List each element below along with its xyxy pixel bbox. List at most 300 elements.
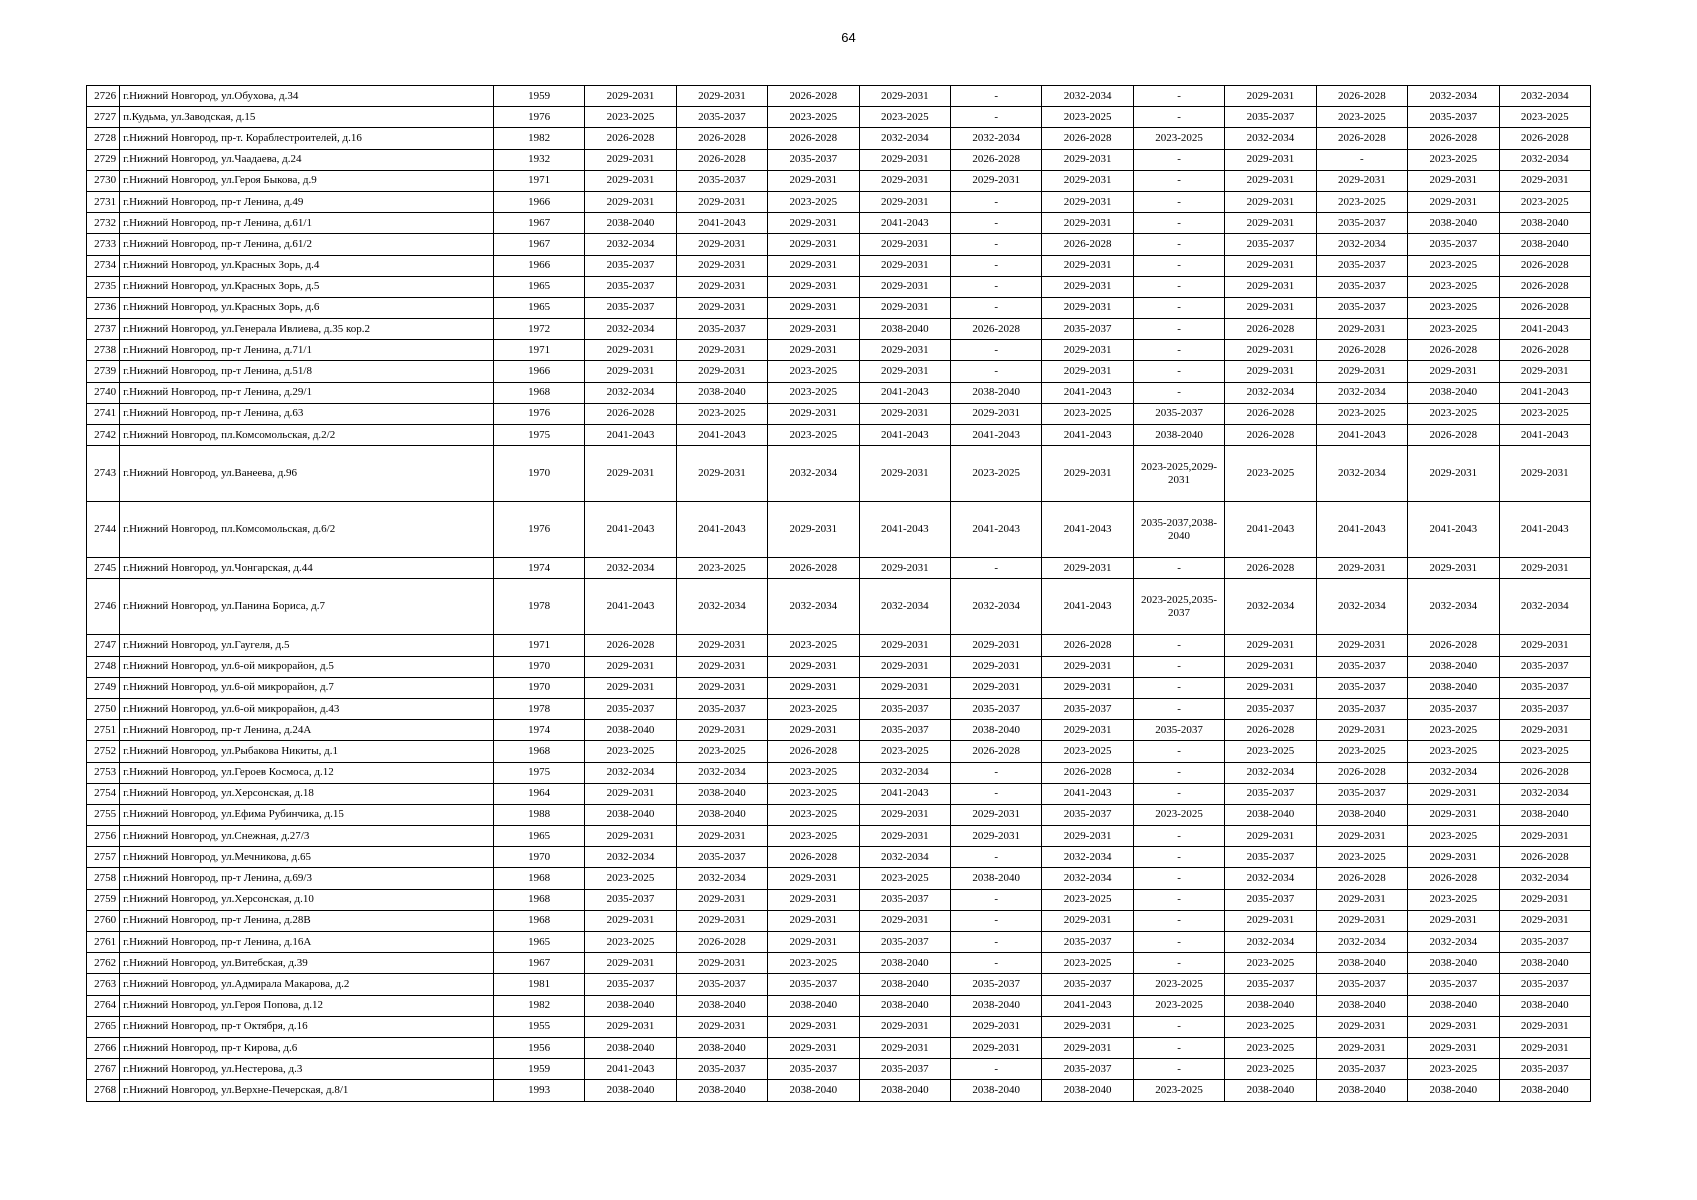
period-cell: 2023-2025 [1225, 1016, 1316, 1037]
row-number-cell: 2757 [87, 847, 120, 868]
table-row [87, 107, 1591, 128]
period-cell: 2023-2025 [1042, 889, 1133, 910]
year-cell: 1970 [493, 847, 584, 868]
table-row [87, 804, 1591, 825]
period-cell: 2023-2025 [768, 191, 859, 212]
year-cell: 1976 [493, 403, 584, 424]
period-cell: 2029-2031 [676, 191, 767, 212]
row-number-cell: 2731 [87, 191, 120, 212]
period-cell: 2026-2028 [676, 128, 767, 149]
address-cell: г.Нижний Новгород, пр-т Ленина, д.16А [120, 932, 494, 953]
period-cell: 2029-2031 [768, 656, 859, 677]
period-cell: 2023-2025 [1042, 107, 1133, 128]
period-cell: 2026-2028 [1499, 340, 1590, 361]
period-cell: 2038-2040 [1225, 1080, 1316, 1101]
year-cell: 1981 [493, 974, 584, 995]
period-cell: 2029-2031 [676, 446, 767, 502]
period-cell: - [950, 340, 1041, 361]
period-cell: 2026-2028 [1316, 868, 1407, 889]
period-cell: 2023-2025 [1499, 191, 1590, 212]
period-cell: 2035-2037 [1133, 403, 1224, 424]
period-cell: 2032-2034 [676, 762, 767, 783]
period-cell: 2041-2043 [585, 579, 676, 635]
period-cell: 2029-2031 [1499, 826, 1590, 847]
period-cell: 2038-2040 [1408, 1080, 1499, 1101]
period-cell: 2041-2043 [1042, 783, 1133, 804]
year-cell: 1974 [493, 720, 584, 741]
period-cell: 2023-2025 [1499, 107, 1590, 128]
period-cell: 2023-2025 [1408, 720, 1499, 741]
year-cell: 1959 [493, 86, 584, 107]
period-cell: 2041-2043 [676, 425, 767, 446]
period-cell: 2035-2037 [1042, 974, 1133, 995]
period-cell: 2029-2031 [859, 826, 950, 847]
period-cell: 2032-2034 [950, 128, 1041, 149]
period-cell: 2023-2025 [768, 804, 859, 825]
period-cell: 2029-2031 [1042, 558, 1133, 579]
table-row [87, 128, 1591, 149]
period-cell: 2026-2028 [1225, 425, 1316, 446]
period-cell: - [950, 889, 1041, 910]
period-cell: 2038-2040 [1133, 425, 1224, 446]
period-cell: 2029-2031 [1225, 361, 1316, 382]
year-cell: 1968 [493, 382, 584, 403]
table-row [87, 558, 1591, 579]
period-cell: 2029-2031 [1408, 783, 1499, 804]
period-cell: 2038-2040 [676, 995, 767, 1016]
period-cell: 2029-2031 [1316, 319, 1407, 340]
period-cell: 2038-2040 [859, 319, 950, 340]
period-cell: 2032-2034 [1499, 149, 1590, 170]
table-row [87, 276, 1591, 297]
period-cell: 2032-2034 [1042, 868, 1133, 889]
row-number-cell: 2737 [87, 319, 120, 340]
period-cell: 2026-2028 [1042, 234, 1133, 255]
row-number-cell: 2728 [87, 128, 120, 149]
year-cell: 1967 [493, 234, 584, 255]
period-cell: 2032-2034 [1316, 579, 1407, 635]
period-cell: 2023-2025 [768, 107, 859, 128]
period-cell: 2029-2031 [1408, 1016, 1499, 1037]
table-body [87, 86, 1591, 1102]
period-cell: 2035-2037 [1225, 847, 1316, 868]
period-cell: 2029-2031 [768, 720, 859, 741]
period-cell: 2026-2028 [1042, 635, 1133, 656]
period-cell: 2035-2037,2038-2040 [1133, 502, 1224, 558]
period-cell: 2029-2031 [676, 255, 767, 276]
period-cell: - [1133, 1016, 1224, 1037]
period-cell: 2029-2031 [1042, 191, 1133, 212]
period-cell: 2035-2037 [1499, 677, 1590, 698]
year-cell: 1978 [493, 579, 584, 635]
period-cell: 2032-2034 [1499, 579, 1590, 635]
period-cell: 2026-2028 [1408, 128, 1499, 149]
period-cell: 2029-2031 [859, 255, 950, 276]
period-cell: 2029-2031 [859, 1016, 950, 1037]
period-cell: 2029-2031 [676, 720, 767, 741]
period-cell: 2023-2025 [1408, 889, 1499, 910]
period-cell: 2035-2037 [859, 1059, 950, 1080]
period-cell: 2035-2037 [1499, 974, 1590, 995]
table-row [87, 1080, 1591, 1101]
period-cell: 2038-2040 [1042, 1080, 1133, 1101]
period-cell: 2029-2031 [859, 446, 950, 502]
row-number-cell: 2767 [87, 1059, 120, 1080]
period-cell: 2041-2043 [950, 425, 1041, 446]
period-cell: 2032-2034 [585, 234, 676, 255]
period-cell: 2029-2031 [859, 910, 950, 931]
address-cell: г.Нижний Новгород, ул.Красных Зорь, д.4 [120, 255, 494, 276]
year-cell: 1971 [493, 340, 584, 361]
period-cell: 2038-2040 [585, 213, 676, 234]
period-cell: 2029-2031 [1499, 720, 1590, 741]
period-cell: 2038-2040 [768, 1080, 859, 1101]
period-cell: 2041-2043 [1042, 502, 1133, 558]
period-cell: 2029-2031 [1042, 720, 1133, 741]
period-cell: 2026-2028 [1042, 762, 1133, 783]
row-number-cell: 2768 [87, 1080, 120, 1101]
period-cell: 2032-2034 [1225, 932, 1316, 953]
row-number-cell: 2760 [87, 910, 120, 931]
period-cell: 2035-2037 [859, 932, 950, 953]
year-cell: 1959 [493, 1059, 584, 1080]
period-cell: 2035-2037 [1042, 698, 1133, 719]
year-cell: 1982 [493, 995, 584, 1016]
period-cell: 2023-2025 [676, 741, 767, 762]
table-row [87, 149, 1591, 170]
period-cell: 2023-2025 [859, 741, 950, 762]
period-cell: 2035-2037 [950, 698, 1041, 719]
period-cell: 2032-2034 [1042, 86, 1133, 107]
row-number-cell: 2750 [87, 698, 120, 719]
period-cell: 2029-2031 [1042, 826, 1133, 847]
period-cell: 2026-2028 [1225, 558, 1316, 579]
address-cell: г.Нижний Новгород, пр-т Ленина, д.24А [120, 720, 494, 741]
period-cell: 2035-2037 [585, 974, 676, 995]
period-cell: 2035-2037 [676, 107, 767, 128]
table-row [87, 213, 1591, 234]
period-cell: - [1133, 213, 1224, 234]
period-cell: 2023-2025 [1408, 319, 1499, 340]
period-cell: 2029-2031 [950, 677, 1041, 698]
period-cell: 2038-2040 [1408, 953, 1499, 974]
period-cell: 2029-2031 [859, 804, 950, 825]
row-number-cell: 2755 [87, 804, 120, 825]
period-cell: 2029-2031 [768, 677, 859, 698]
table-row [87, 191, 1591, 212]
period-cell: - [950, 255, 1041, 276]
period-cell: 2029-2031 [768, 234, 859, 255]
period-cell: 2038-2040 [1499, 995, 1590, 1016]
year-cell: 1965 [493, 932, 584, 953]
address-cell: г.Нижний Новгород, ул.Героя Быкова, д.9 [120, 170, 494, 191]
period-cell: 2026-2028 [1316, 86, 1407, 107]
period-cell: - [950, 847, 1041, 868]
period-cell: 2029-2031 [768, 403, 859, 424]
period-cell: 2032-2034 [768, 446, 859, 502]
period-cell: 2041-2043 [1225, 502, 1316, 558]
period-cell: 2038-2040 [585, 995, 676, 1016]
period-cell: 2029-2031 [1225, 191, 1316, 212]
table-row [87, 974, 1591, 995]
period-cell: 2038-2040 [859, 995, 950, 1016]
period-cell: 2035-2037 [585, 698, 676, 719]
period-cell: 2023-2025 [1316, 403, 1407, 424]
period-cell: 2023-2025 [768, 425, 859, 446]
period-cell: 2038-2040 [1408, 382, 1499, 403]
period-cell: 2029-2031 [1408, 446, 1499, 502]
period-cell: - [950, 276, 1041, 297]
row-number-cell: 2763 [87, 974, 120, 995]
period-cell: 2035-2037 [1499, 698, 1590, 719]
year-cell: 1974 [493, 558, 584, 579]
period-cell: 2026-2028 [1225, 720, 1316, 741]
period-cell: - [1133, 677, 1224, 698]
table-row [87, 1059, 1591, 1080]
address-cell: г.Нижний Новгород, пр-т Ленина, д.63 [120, 403, 494, 424]
period-cell: 2035-2037 [1316, 974, 1407, 995]
period-cell: 2029-2031 [1408, 170, 1499, 191]
period-cell: 2041-2043 [859, 502, 950, 558]
period-cell: 2026-2028 [1408, 340, 1499, 361]
period-cell: 2023-2025 [859, 107, 950, 128]
year-cell: 1964 [493, 783, 584, 804]
year-cell: 1966 [493, 191, 584, 212]
period-cell: 2029-2031 [768, 213, 859, 234]
period-cell: 2023-2025 [1042, 741, 1133, 762]
period-cell: 2029-2031 [1042, 910, 1133, 931]
period-cell: 2023-2025 [768, 762, 859, 783]
period-cell: 2026-2028 [1499, 128, 1590, 149]
period-cell: 2032-2034 [1316, 446, 1407, 502]
period-cell: 2038-2040 [1499, 953, 1590, 974]
period-cell: 2023-2025 [1042, 953, 1133, 974]
period-cell: 2029-2031 [859, 191, 950, 212]
table-row [87, 1037, 1591, 1058]
period-cell: 2023-2025 [1042, 403, 1133, 424]
address-cell: г.Нижний Новгород, ул.Красных Зорь, д.6 [120, 297, 494, 318]
period-cell: 2023-2025 [859, 868, 950, 889]
year-cell: 1955 [493, 1016, 584, 1037]
period-cell: 2023-2025 [1408, 741, 1499, 762]
period-cell: 2023-2025 [1133, 804, 1224, 825]
period-cell: 2041-2043 [585, 502, 676, 558]
period-cell: 2029-2031 [950, 804, 1041, 825]
period-cell: - [1133, 319, 1224, 340]
row-number-cell: 2726 [87, 86, 120, 107]
period-cell: 2035-2037 [1225, 107, 1316, 128]
period-cell: - [950, 234, 1041, 255]
period-cell: - [950, 213, 1041, 234]
address-cell: г.Нижний Новгород, ул.Верхне-Печерская, д.8/1 [120, 1080, 494, 1101]
period-cell: 2038-2040 [950, 382, 1041, 403]
year-cell: 1967 [493, 213, 584, 234]
row-number-cell: 2761 [87, 932, 120, 953]
address-cell: г.Нижний Новгород, пл.Комсомольская, д.6/2 [120, 502, 494, 558]
period-cell: 2023-2025 [1133, 128, 1224, 149]
period-cell: 2032-2034 [585, 382, 676, 403]
period-cell: 2035-2037 [1408, 698, 1499, 719]
period-cell: 2029-2031 [676, 340, 767, 361]
period-cell: 2023-2025 [768, 698, 859, 719]
period-cell: 2026-2028 [585, 128, 676, 149]
period-cell: - [1133, 698, 1224, 719]
period-cell: 2029-2031 [768, 1037, 859, 1058]
period-cell: 2035-2037 [676, 847, 767, 868]
period-cell: 2023-2025 [1225, 1059, 1316, 1080]
period-cell: - [950, 361, 1041, 382]
period-cell: 2023-2025 [768, 783, 859, 804]
period-cell: 2026-2028 [676, 932, 767, 953]
period-cell: 2029-2031 [1042, 446, 1133, 502]
period-cell: 2029-2031 [1042, 340, 1133, 361]
year-cell: 1988 [493, 804, 584, 825]
address-cell: г.Нижний Новгород, ул.Чаадаева, д.24 [120, 149, 494, 170]
table-row [87, 255, 1591, 276]
period-cell: 2038-2040 [1499, 213, 1590, 234]
table-row [87, 234, 1591, 255]
period-cell: 2035-2037 [1499, 656, 1590, 677]
period-cell: - [950, 1059, 1041, 1080]
period-cell: 2032-2034 [1408, 86, 1499, 107]
period-cell: 2029-2031 [1316, 720, 1407, 741]
period-cell: 2023-2025 [768, 361, 859, 382]
period-cell: 2032-2034 [1225, 579, 1316, 635]
period-cell: 2038-2040 [859, 974, 950, 995]
period-cell: - [1133, 656, 1224, 677]
table-row [87, 1016, 1591, 1037]
period-cell: 2041-2043 [1316, 425, 1407, 446]
year-cell: 1972 [493, 319, 584, 340]
period-cell: 2029-2031 [585, 340, 676, 361]
row-number-cell: 2748 [87, 656, 120, 677]
period-cell: 2029-2031 [585, 677, 676, 698]
period-cell: 2029-2031 [950, 635, 1041, 656]
period-cell: 2029-2031 [1408, 847, 1499, 868]
table-row [87, 502, 1591, 558]
period-cell: 2023-2025 [676, 403, 767, 424]
period-cell: 2026-2028 [1225, 403, 1316, 424]
period-cell: 2029-2031 [1499, 170, 1590, 191]
period-cell: 2032-2034 [1225, 382, 1316, 403]
period-cell: - [1133, 107, 1224, 128]
period-cell: 2032-2034 [585, 762, 676, 783]
period-cell: 2029-2031 [859, 276, 950, 297]
table-row [87, 995, 1591, 1016]
address-cell: г.Нижний Новгород, пр-т Ленина, д.69/3 [120, 868, 494, 889]
period-cell: 2041-2043 [1499, 502, 1590, 558]
address-cell: г.Нижний Новгород, пр-т Ленина, д.61/1 [120, 213, 494, 234]
period-cell: 2032-2034 [1408, 579, 1499, 635]
period-cell: 2035-2037 [676, 698, 767, 719]
row-number-cell: 2732 [87, 213, 120, 234]
period-cell: - [1133, 382, 1224, 403]
period-cell: 2035-2037 [859, 698, 950, 719]
period-cell: 2038-2040 [950, 995, 1041, 1016]
period-cell: 2029-2031 [1225, 86, 1316, 107]
row-number-cell: 2751 [87, 720, 120, 741]
period-cell: 2035-2037 [1225, 783, 1316, 804]
period-cell: 2029-2031 [950, 170, 1041, 191]
period-cell: 2038-2040 [585, 720, 676, 741]
table-row [87, 762, 1591, 783]
period-cell: 2029-2031 [1225, 656, 1316, 677]
period-cell: 2038-2040 [1408, 677, 1499, 698]
period-cell: 2035-2037 [1499, 1059, 1590, 1080]
address-cell: г.Нижний Новгород, пр-т Октября, д.16 [120, 1016, 494, 1037]
period-cell: 2032-2034 [1316, 382, 1407, 403]
year-cell: 1970 [493, 446, 584, 502]
period-cell: 2035-2037 [768, 1059, 859, 1080]
period-cell: 2029-2031 [676, 656, 767, 677]
period-cell: 2026-2028 [1499, 255, 1590, 276]
period-cell: 2035-2037 [1225, 889, 1316, 910]
period-cell: 2026-2028 [1408, 868, 1499, 889]
period-cell: 2038-2040 [1316, 953, 1407, 974]
year-cell: 1966 [493, 255, 584, 276]
period-cell: 2023-2025 [950, 446, 1041, 502]
period-cell: - [1133, 170, 1224, 191]
period-cell: 2029-2031 [859, 149, 950, 170]
period-cell: 2029-2031 [950, 656, 1041, 677]
period-cell: 2029-2031 [1408, 910, 1499, 931]
period-cell: 2029-2031 [768, 276, 859, 297]
period-cell: 2023-2025 [1408, 149, 1499, 170]
period-cell: 2029-2031 [1225, 910, 1316, 931]
period-cell: 2029-2031 [1408, 191, 1499, 212]
period-cell: 2029-2031 [585, 783, 676, 804]
period-cell: - [1133, 741, 1224, 762]
period-cell: 2023-2025 [1499, 741, 1590, 762]
period-cell: - [1133, 276, 1224, 297]
period-cell: 2032-2034 [1499, 868, 1590, 889]
period-cell: 2038-2040 [1225, 995, 1316, 1016]
period-cell: 2029-2031 [1408, 804, 1499, 825]
period-cell: 2041-2043 [1499, 319, 1590, 340]
row-number-cell: 2762 [87, 953, 120, 974]
period-cell: 2029-2031 [1499, 910, 1590, 931]
period-cell: 2023-2025 [1133, 1080, 1224, 1101]
period-cell: 2035-2037 [1408, 234, 1499, 255]
address-cell: г.Нижний Новгород, ул.Ванеева, д.96 [120, 446, 494, 502]
period-cell: 2029-2031 [1316, 910, 1407, 931]
period-cell: - [1133, 86, 1224, 107]
period-cell: 2035-2037 [585, 889, 676, 910]
period-cell: 2038-2040 [950, 720, 1041, 741]
period-cell: 2029-2031 [768, 170, 859, 191]
row-number-cell: 2759 [87, 889, 120, 910]
period-cell: 2026-2028 [768, 558, 859, 579]
period-cell: 2029-2031 [859, 170, 950, 191]
period-cell: 2032-2034 [585, 558, 676, 579]
period-cell: 2035-2037 [768, 974, 859, 995]
period-cell: 2041-2043 [1408, 502, 1499, 558]
period-cell: 2032-2034 [859, 579, 950, 635]
period-cell: 2023-2025,2029-2031 [1133, 446, 1224, 502]
period-cell: 2029-2031 [1408, 558, 1499, 579]
period-cell: 2035-2037 [1133, 720, 1224, 741]
period-cell: 2029-2031 [859, 656, 950, 677]
period-cell: 2029-2031 [950, 1016, 1041, 1037]
period-cell: - [950, 910, 1041, 931]
table-row [87, 953, 1591, 974]
period-cell: 2035-2037 [1316, 276, 1407, 297]
period-cell: 2026-2028 [1499, 297, 1590, 318]
period-cell: 2023-2025 [1133, 974, 1224, 995]
period-cell: 2041-2043 [859, 213, 950, 234]
row-number-cell: 2756 [87, 826, 120, 847]
row-number-cell: 2736 [87, 297, 120, 318]
